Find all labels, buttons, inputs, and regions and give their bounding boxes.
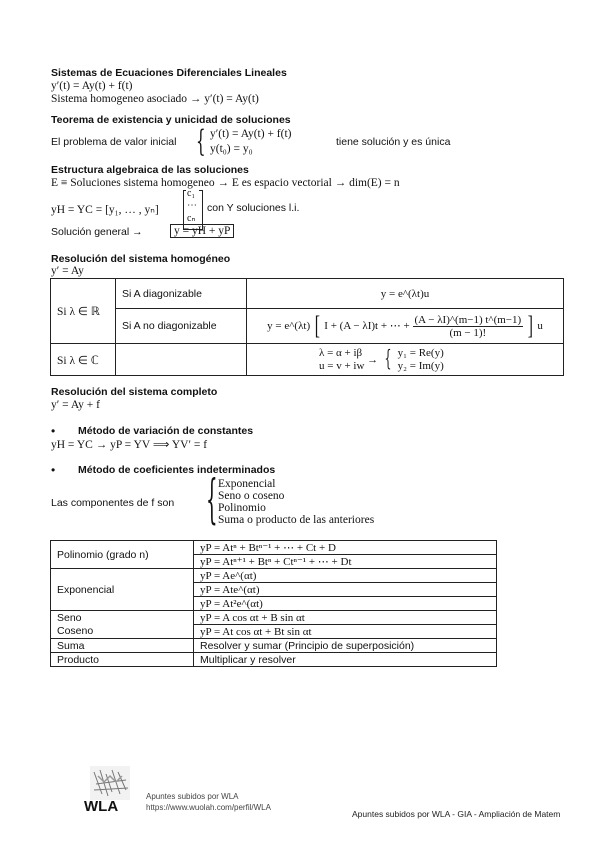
- nodiag-denominator: (m − 1)!: [449, 326, 487, 339]
- component-seno-coseno: Seno o coseno: [218, 490, 285, 502]
- complex-u: u = v + iw: [319, 359, 365, 372]
- row-label-seno: Seno: [57, 611, 82, 624]
- nodiag-fraction: [413, 314, 524, 339]
- complex-empty-cell: [116, 344, 247, 376]
- nodiag-prefix: y = e^(λt): [267, 319, 311, 332]
- c-vector-dots: ⋯: [187, 200, 197, 211]
- components-prefix: Las componentes de f son: [51, 497, 175, 509]
- section-title-completo: Resolución del sistema completo: [51, 386, 218, 398]
- component-polinomio: Polinomio: [218, 502, 266, 514]
- footer-page-note: Apuntes subidos por WLA - GIA - Ampliación de Matem: [352, 809, 561, 819]
- row-label-coseno: Coseno: [57, 624, 94, 637]
- homogeneous-equation: y′ = Ay: [51, 265, 84, 277]
- footer-profile-link[interactable]: https://www.wuolah.com/perfil/WLA: [146, 803, 271, 812]
- complex-lambda: λ = α + iβ: [319, 346, 363, 359]
- nodiag-numerator: (A − λI)^(m−1) t^(m−1): [414, 313, 522, 326]
- form-suma: Resolver y sumar (Principio de superposición): [194, 639, 497, 653]
- general-solution-formula: y = yH + yP: [170, 224, 234, 238]
- variation-equation: yH = YC → yP = YV ⟹ YV′ = f: [51, 439, 208, 451]
- row-label-suma: Suma: [51, 639, 194, 653]
- homogeneous-system-line: Sistema homogeneo asociado → y′(t) = Ay(t): [51, 93, 259, 105]
- complex-arrow: →: [367, 353, 379, 366]
- wla-logo-text: WLA: [84, 798, 119, 815]
- ivp-line2: y(t₀) = y₀: [210, 143, 253, 155]
- form-exponencial-2: yP = Ate^(αt): [194, 583, 497, 597]
- nodiag-close-bracket: ]: [527, 311, 533, 340]
- component-exponencial: Exponencial: [218, 478, 276, 490]
- real-eigen-label: Si λ ∈ ℝ: [57, 306, 100, 318]
- complex-defs: [319, 347, 364, 373]
- homogeneous-table: [50, 278, 564, 376]
- row-label-seno-coseno: [51, 611, 194, 639]
- bullet-2: •: [51, 463, 56, 477]
- row-label-producto: Producto: [51, 653, 194, 667]
- yh-suffix: con Y soluciones l.i.: [207, 202, 300, 214]
- general-solution-prefix: Solución general →: [51, 226, 143, 238]
- method-variation-title: Método de variación de constantes: [78, 425, 254, 437]
- ivp-suffix: tiene solución y es única: [336, 136, 451, 148]
- row-label-exponencial: Exponencial: [51, 569, 194, 611]
- vector-space-line: E ≡ Soluciones sistema homogeneo → E es espacio vectorial → dim(E) = n: [51, 177, 400, 189]
- diag-solution: y = e^(λt)u: [247, 279, 564, 309]
- nodiag-open-bracket: [: [314, 311, 320, 340]
- coefficients-table: [50, 540, 497, 667]
- method-coefficients-title: Método de coeficientes indeterminados: [78, 464, 276, 476]
- section-title-estructura: Estructura algebraica de las soluciones: [51, 164, 249, 176]
- form-polinomio-1: yP = Atⁿ + Btⁿ⁻¹ + ⋯ + Ct + D: [194, 541, 497, 555]
- component-suma-producto: Suma o producto de las anteriores: [218, 514, 375, 526]
- form-producto: Multiplicar y resolver: [194, 653, 497, 667]
- components-brace: {: [206, 470, 218, 530]
- bullet-1: •: [51, 424, 56, 438]
- row-label-polinomio: Polinomio (grado n): [51, 541, 194, 569]
- c-vector-c1: c₁: [187, 188, 195, 199]
- ivp-brace: {: [196, 124, 206, 159]
- system-equation: y′(t) = Ay(t) + f(t): [51, 80, 133, 92]
- complex-brace: {: [384, 347, 392, 372]
- section-title-teorema: Teorema de existencia y unicidad de soluciones: [51, 114, 291, 126]
- yh-definition: yH = YC = [y₁, … , yₙ]: [51, 204, 159, 216]
- nodiag-u: u: [537, 319, 543, 332]
- ivp-line1: y′(t) = Ay(t) + f(t): [210, 128, 292, 140]
- footer-credit: Apuntes subidos por WLA: [146, 792, 239, 801]
- form-polinomio-2: yP = Atⁿ⁺¹ + Btⁿ + Ctⁿ⁻¹ + ⋯ + Dt: [194, 555, 497, 569]
- form-exponencial-3: yP = At²e^(αt): [194, 597, 497, 611]
- ivp-prefix: El problema de valor inicial: [51, 136, 177, 148]
- complex-y1: y₁ = Re(y): [397, 346, 444, 359]
- nodiag-series: I + (A − λI)t + ⋯ +: [324, 319, 410, 332]
- complex-eigen-label: Si λ ∈ ℂ: [57, 354, 99, 367]
- section-title-sistemas: Sistemas de Ecuaciones Diferenciales Lineales: [51, 67, 287, 79]
- complex-solution: [247, 344, 564, 376]
- form-seno-1: yP = A cos αt + B sin αt: [194, 611, 497, 625]
- c-vector-cn: cₙ: [187, 213, 196, 224]
- components-list: [218, 478, 374, 526]
- wla-logo: [82, 764, 138, 820]
- nodiag-label: Si A no diagonizable: [116, 309, 247, 344]
- complex-solutions: [398, 347, 444, 373]
- form-exponencial-1: yP = Ae^(αt): [194, 569, 497, 583]
- nodiag-solution: [247, 309, 564, 344]
- complex-eigen-cell: [51, 344, 116, 376]
- real-eigen-cell: [51, 279, 116, 344]
- complex-y2: y₂ = Im(y): [397, 359, 444, 372]
- section-title-homogeneo: Resolución del sistema homogéneo: [51, 253, 231, 265]
- form-seno-2: yP = At cos αt + Bt sin αt: [194, 625, 497, 639]
- general-solution-box: [170, 225, 234, 237]
- complete-equation: y′ = Ay + f: [51, 399, 100, 411]
- diag-label: Si A diagonizable: [116, 279, 247, 309]
